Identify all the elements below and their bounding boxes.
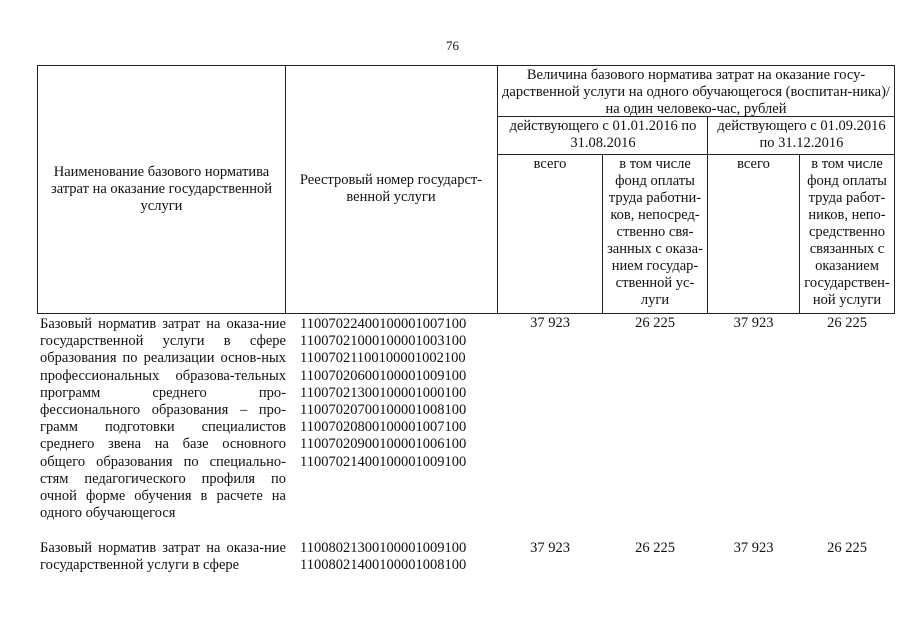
row-2-wage-1: 26 225 [635,540,675,556]
registry-values-divider [497,65,498,313]
name-registry-divider [285,65,286,313]
row-1-total-1: 37 923 [530,315,570,331]
row-1-wage-2: 26 225 [827,315,867,331]
header-group-title: Величина базового норматива затрат на оказание госу-дарственной услуги на одного обучающегося (воспитан-ника)/ на один человеко-час, рублей [502,67,890,117]
row-2-registry-codes: 11008021300100001009100 11008021400100001008100 [300,540,467,574]
header-name-text: Наименование базового норматива затрат на оказание государственной услуги [51,163,272,214]
period-bottom-border [497,154,895,155]
header-registry-text: Реестровый номер государст-венной услуги [299,172,483,205]
row-1-name: Базовый норматив затрат на оказа-ние государственной услуги в сфере образования по реализации основ-ных профессиональных образова-тельных программ среднего про-фессионального образования – про-грамм подготовки специалистов среднего звена на базе основного общего образования по специально-стям педагогического профиля по очной форме обучения в расчете на одного обучающегося [40,316,286,522]
header-name [40,65,283,313]
header-wage-2: в том числе фонд оплаты труда работ-ников, непо-средственно связанных с оказанием государствен-ной услуги [804,156,890,308]
total2-wage2-divider [799,154,800,313]
total1-wage1-divider [602,154,603,313]
table-right-border [894,65,895,313]
header-period-1: действующего с 01.01.2016 по 31.08.2016 [509,118,697,151]
header-wage-1: в том числе фонд оплаты труда работни-ков, непосред-ственно свя-занных с оказа-нием государ-ственной ус-луги [607,156,703,308]
row-1-total-2: 37 923 [733,315,774,331]
row-1-wage-1: 26 225 [635,315,675,331]
period-divider [707,116,708,313]
row-1-registry-codes: 11007022400100001007100 11007021000100001003100 11007021100100001002100 11007020600100001009100 11007021300100001000100 11007020700100001008100 11007020800100001007100 11007020900100001006100 11007021400100001009100 [300,316,467,470]
row-2-total-2: 37 923 [733,540,774,556]
header-registry [289,65,493,313]
row-2-name: Базовый норматив затрат на оказа-ние государственной услуги в сфере [40,540,286,574]
header-bottom-border [37,313,895,314]
row-2-wage-2: 26 225 [827,540,867,556]
header-period-2: действующего с 01.09.2016 по 31.12.2016 [717,118,886,151]
row-2-total-1: 37 923 [530,540,570,556]
header-total-2: всего [737,156,770,172]
table-left-border [37,65,38,313]
header-total-1: всего [533,156,567,172]
page-number: 76 [446,38,459,53]
